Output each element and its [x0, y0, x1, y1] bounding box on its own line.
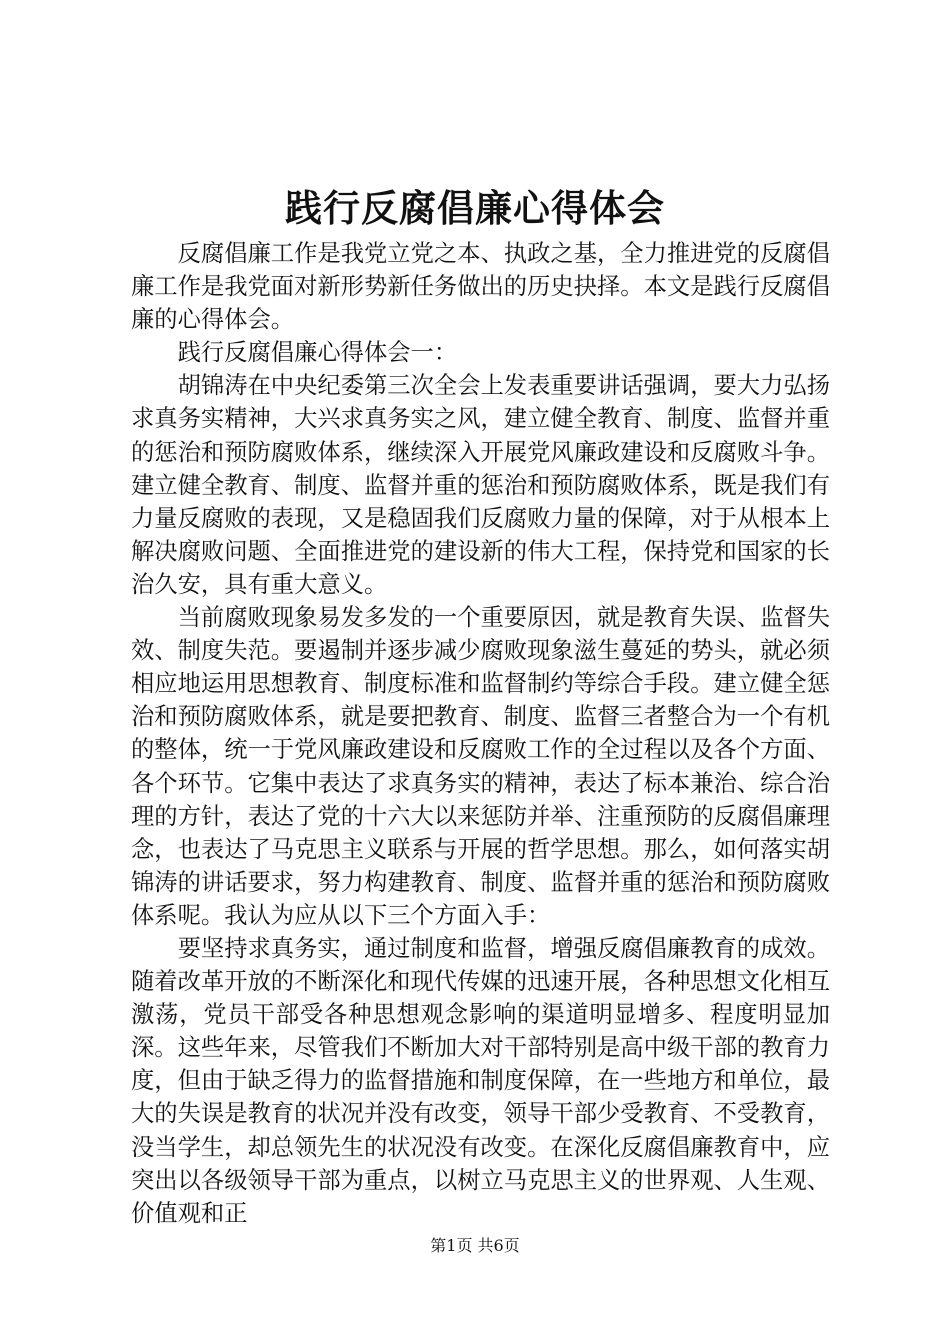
intro-paragraph: 反腐倡廉工作是我党立党之本、执政之基，全力推进党的反腐倡廉工作是我党面对新形势新任务做出的历史抉择。本文是践行反腐倡廉的心得体会。: [131, 240, 830, 334]
body-paragraph: 当前腐败现象易发多发的一个重要原因，就是教育失误、监督失效、制度失范。要遏制并逐步减少腐败现象滋生蔓延的势头，就必须相应地运用思想教育、制度标准和监督制约等综合手段。建立健全惩治和预防腐败体系，就是要把教育、制度、监督三者整合为一个有机的整体，统一于党风廉政建设和反腐败工作的全过程以及各个方面、各个环节。它集中表达了求真务实的精神，表达了标本兼治、综合治理的方针，表达了党的十六大以来惩防并举、注重预防的反腐倡廉理念，也表达了马克思主义联系与开展的哲学思想。那么，如何落实胡锦涛的讲话要求，努力构建教育、制度、监督并重的惩治和预防腐败体系呢。我认为应从以下三个方面入手：: [131, 604, 830, 929]
document-body: [131, 237, 830, 1230]
section-heading: 践行反腐倡廉心得体会一：: [177, 339, 458, 367]
document-title: 践行反腐倡廉心得体会: [285, 186, 665, 230]
page-footer: 第1页 共6页: [430, 1236, 520, 1255]
body-paragraph: 胡锦涛在中央纪委第三次全会上发表重要讲话强调，要大力弘扬求真务实精神，大兴求真务实之风，建立健全教育、制度、监督并重的惩治和预防腐败体系，继续深入开展党风廉政建设和反腐败斗争。建立健全教育、制度、监督并重的惩治和预防腐败体系，既是我们有力量反腐败的表现，又是稳固我们反腐败力量的保障，对于从根本上解决腐败问题、全面推进党的建设新的伟大工程，保持党和国家的长治久安，具有重大意义。: [131, 372, 830, 598]
body-paragraph: 要坚持求真务实，通过制度和监督，增强反腐倡廉教育的成效。随着改革开放的不断深化和现代传媒的迅速开展，各种思想文化相互激荡，党员干部受各种思想观念影响的渠道明显增多、程度明显加深。这些年来，尽管我们不断加大对干部特别是高中级干部的教育力度，但由于缺乏得力的监督措施和制度保障，在一些地方和单位，最大的失误是教育的状况并没有改变，领导干部少受教育、不受教育，没当学生，却总领先生的状况没有改变。在深化反腐倡廉教育中，应突出以各级领导干部为重点，以树立马克思主义的世界观、人生观、价值观和正: [131, 934, 830, 1227]
